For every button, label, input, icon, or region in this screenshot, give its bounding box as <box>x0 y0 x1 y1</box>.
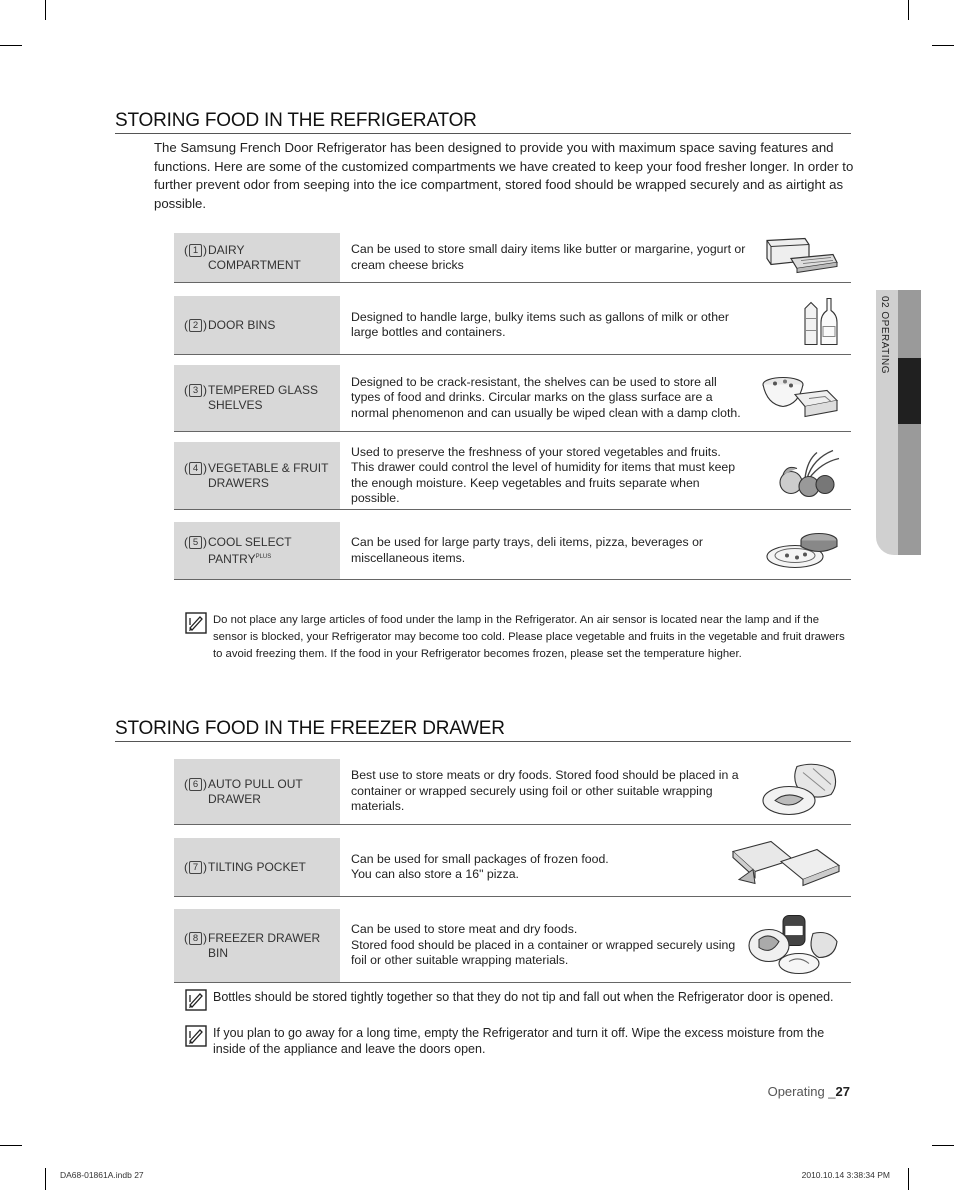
compartment-name <box>207 860 306 875</box>
number-badge: 3 <box>189 384 202 397</box>
number-badge: 5 <box>189 536 202 549</box>
compartment-number: ( 7 ) <box>184 859 207 874</box>
frozen-food-icon <box>747 911 841 980</box>
intro-paragraph: The Samsung French Door Refrigerator has been designed to provide you with maximum space saving features and functions. Here are some of the customized compartments we have created to keep your food fresher longer. In order to further prevent odor from seeping into the ice compartment, stored food should be wrapped securely and as airtight as possible. <box>154 140 854 211</box>
compartment-label-cell <box>174 838 340 896</box>
number-badge: 6 <box>189 778 202 791</box>
vegetables-icon <box>777 448 841 503</box>
compartment-name-text: DAIRY COMPARTMENT <box>208 242 301 272</box>
compartment-name <box>207 461 340 491</box>
description-text: Can be used to store small dairy items like butter or margarine, yogurt or cream cheese bricks <box>351 242 746 272</box>
description-text: Best use to store meats or dry foods. Stored food should be placed in a container or wrapped securely using foil or other suitable wrapping materials. <box>351 768 739 814</box>
fridge-note-text: Do not place any large articles of food under the lamp in the Refrigerator. An air sensor is located near the lamp and if the sensor is blocked, your Refrigerator may become too cold. Please place vegetable and fruits in the vegetable and fruit drawers to avoid freezing them. If the food in your Refrigerator becomes frozen, please set the temperature higher. <box>213 614 845 660</box>
compartment-number: ( 2 ) <box>184 317 207 332</box>
side-tab-marker <box>898 358 921 424</box>
fridge-row <box>174 442 851 510</box>
freezer-row <box>174 838 851 897</box>
party-tray-icon <box>765 526 841 575</box>
freezer-row <box>174 759 851 825</box>
compartment-description <box>351 759 746 824</box>
compartment-name <box>207 535 340 567</box>
compartment-name-text: COOL SELECT PANTRY <box>208 534 292 566</box>
footer-label: Operating _ <box>767 1084 836 1099</box>
compartment-label-cell <box>174 909 340 982</box>
page-footer <box>768 1084 850 1099</box>
note-icon <box>185 989 207 1011</box>
compartment-number: ( 5 ) <box>184 534 207 549</box>
compartment-description <box>351 296 746 354</box>
compartment-name <box>207 931 340 961</box>
description-line: Can be used for small packages of frozen food. <box>351 851 609 866</box>
compartment-description <box>351 233 746 282</box>
description-line: You can also store a 16" pizza. <box>351 867 519 881</box>
compartment-number: ( 4 ) <box>184 460 207 475</box>
fridge-row <box>174 233 851 283</box>
dairy-box-icon <box>761 232 841 283</box>
compartment-label-cell <box>174 365 340 431</box>
number-badge: 2 <box>189 319 202 332</box>
description-text: Designed to handle large, bulky items such as gallons of milk or other large bottles and containers. <box>351 309 729 339</box>
number-badge: 7 <box>189 861 202 874</box>
compartment-number: ( 1 ) <box>184 242 207 257</box>
wrapped-meat-icon <box>761 760 841 823</box>
compartment-name <box>207 318 275 333</box>
compartment-name-text: AUTO PULL OUT DRAWER <box>208 776 303 806</box>
description-text: Used to preserve the freshness of your stored vegetables and fruits. This drawer could control the level of humidity for items that must keep the enough moisture. Keep vegetables and fruits separate when possible. <box>351 444 736 505</box>
compartment-description <box>351 838 746 896</box>
slug-left: DA68-01861A.indb 27 <box>60 1170 144 1180</box>
compartment-label-cell <box>174 522 340 579</box>
compartment-description <box>351 365 746 431</box>
compartment-number: ( 8 ) <box>184 930 207 945</box>
compartment-name-text: TEMPERED GLASS SHELVES <box>208 383 319 412</box>
number-badge: 1 <box>189 244 202 257</box>
number-badge: 8 <box>189 932 202 945</box>
note-icon <box>185 612 207 634</box>
note-icon <box>185 1025 207 1047</box>
pizza-box-icon <box>731 840 841 895</box>
freezer-note-2-text: If you plan to go away for a long time, empty the Refrigerator and turn it off. Wipe the excess moisture from the inside of the appliance and leave the doors open. <box>213 1026 825 1056</box>
compartment-name-text: VEGETABLE & FRUIT DRAWERS <box>208 460 329 490</box>
number-badge: 4 <box>189 462 202 475</box>
freezer-note-1 <box>185 989 855 1011</box>
description-line: Can be used to store meat and dry foods. <box>351 922 578 937</box>
compartment-description <box>351 522 746 579</box>
compartment-description <box>351 442 746 509</box>
compartment-number: ( 3 ) <box>184 383 207 397</box>
compartment-label-cell <box>174 233 340 282</box>
compartment-name-text: TILTING POCKET <box>208 859 306 874</box>
slug-right: 2010.10.14 3:38:34 PM <box>801 1170 890 1180</box>
side-tab <box>876 290 921 555</box>
side-tab-label: 02 OPERATING <box>879 296 890 375</box>
compartment-number: ( 6 ) <box>184 776 207 791</box>
fridge-section-title: STORING FOOD IN THE REFRIGERATOR <box>115 110 851 134</box>
compartment-name-text: FREEZER DRAWER BIN <box>208 930 321 960</box>
compartment-name <box>207 383 340 413</box>
fridge-row <box>174 365 851 432</box>
compartment-label-cell <box>174 296 340 354</box>
freezer-row <box>174 909 851 983</box>
compartment-label-cell <box>174 759 340 824</box>
page-number: 27 <box>835 1084 850 1099</box>
freezer-note-1-text: Bottles should be stored tightly together so that they do not tip and fall out when the Refrigerator door is opened. <box>213 990 834 1004</box>
compartment-label-cell <box>174 442 340 509</box>
bottles-icon <box>801 297 841 354</box>
compartment-name <box>207 243 340 273</box>
description-text: Designed to be crack-resistant, the shelves can be used to store all types of food and drinks. Circular marks on the glass surface are a normal phenomenon and can usually be wiped clean with a damp cloth. <box>351 374 741 420</box>
fridge-row <box>174 296 851 355</box>
fridge-note <box>185 612 855 663</box>
compartment-name <box>207 777 340 807</box>
compartment-name-text: DOOR BINS <box>208 317 276 332</box>
food-containers-icon <box>761 371 841 426</box>
compartment-name-superscript: PLUS <box>255 553 272 560</box>
compartment-description <box>351 909 746 982</box>
description-text: Can be used for large party trays, deli items, pizza, beverages or miscellaneous items. <box>351 535 703 565</box>
fridge-row <box>174 522 851 580</box>
description-line: Stored food should be placed in a container or wrapped securely using foil or other suitable wrapping materials. <box>351 937 736 968</box>
freezer-note-2 <box>185 1025 855 1057</box>
freezer-section-title: STORING FOOD IN THE FREEZER DRAWER <box>115 718 851 742</box>
